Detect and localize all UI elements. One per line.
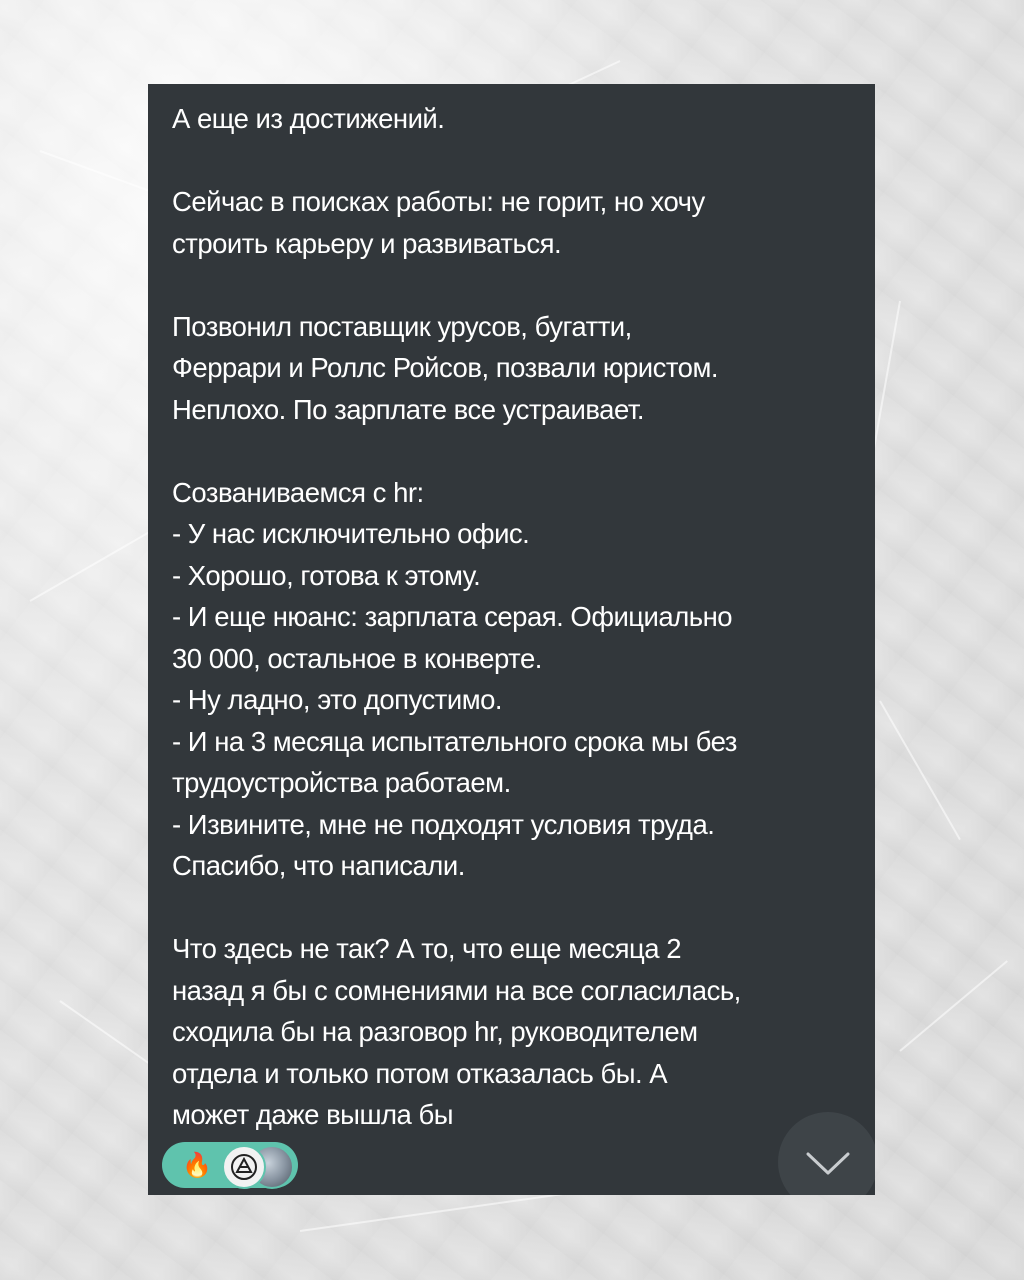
message-line: Сейчас в поисках работы: не горит, но хочу: [172, 186, 705, 217]
message-line: Феррари и Роллс Ройсов, позвали юристом.: [172, 352, 719, 383]
message-line: Что здесь не так? А то, что еще месяца 2: [172, 933, 682, 964]
message-line: трудоустройства работаем.: [172, 767, 511, 798]
message-line: - У нас исключительно офис.: [172, 518, 530, 549]
blank-line: [172, 430, 862, 472]
paper-crease: [879, 701, 961, 841]
message-line: - Хорошо, готова к этому.: [172, 559, 481, 591]
message-line: назад я бы с сомнениями на все согласилась,: [172, 974, 741, 1006]
message-line: сходила бы на разговор hr, руководителем: [172, 1016, 698, 1047]
message-line: - Извините, мне не подходят условия труда.: [172, 808, 715, 840]
message-line: 30 000, остальное в конверте.: [172, 642, 542, 674]
chat-panel: [148, 84, 875, 1195]
message-line: А еще из достижений.: [172, 103, 445, 134]
chevron-down-icon: [806, 1152, 850, 1176]
message-line: строить карьеру и развиваться.: [172, 227, 562, 259]
message-line: - И на 3 месяца испытательного срока мы без: [172, 725, 737, 757]
paper-crease: [899, 960, 1008, 1052]
reaction-pill[interactable]: [162, 1142, 298, 1188]
blank-line: [172, 887, 862, 929]
avatar-logo-icon: [229, 1152, 259, 1182]
message-line: Спасибо, что написали.: [172, 850, 465, 881]
message-line: может даже вышла бы: [172, 1099, 454, 1130]
message-text: [172, 98, 862, 1136]
message-line: Позвонил поставщик урусов, бугатти,: [172, 310, 632, 342]
paper-crease: [59, 1000, 158, 1070]
blank-line: [172, 140, 862, 182]
avatar: [222, 1145, 266, 1189]
message-line: отдела и только потом отказалась бы. А: [172, 1057, 668, 1089]
message-line: - Ну ладно, это допустимо.: [172, 684, 503, 715]
paper-crease: [30, 530, 152, 602]
message-line: - И еще нюанс: зарплата серая. Официально: [172, 601, 733, 632]
message-line: Неплохо. По зарплате все устраивает.: [172, 393, 645, 425]
message-line: Созваниваемся с hr:: [172, 476, 424, 508]
fire-icon: 🔥: [182, 1151, 212, 1179]
blank-line: [172, 264, 862, 306]
